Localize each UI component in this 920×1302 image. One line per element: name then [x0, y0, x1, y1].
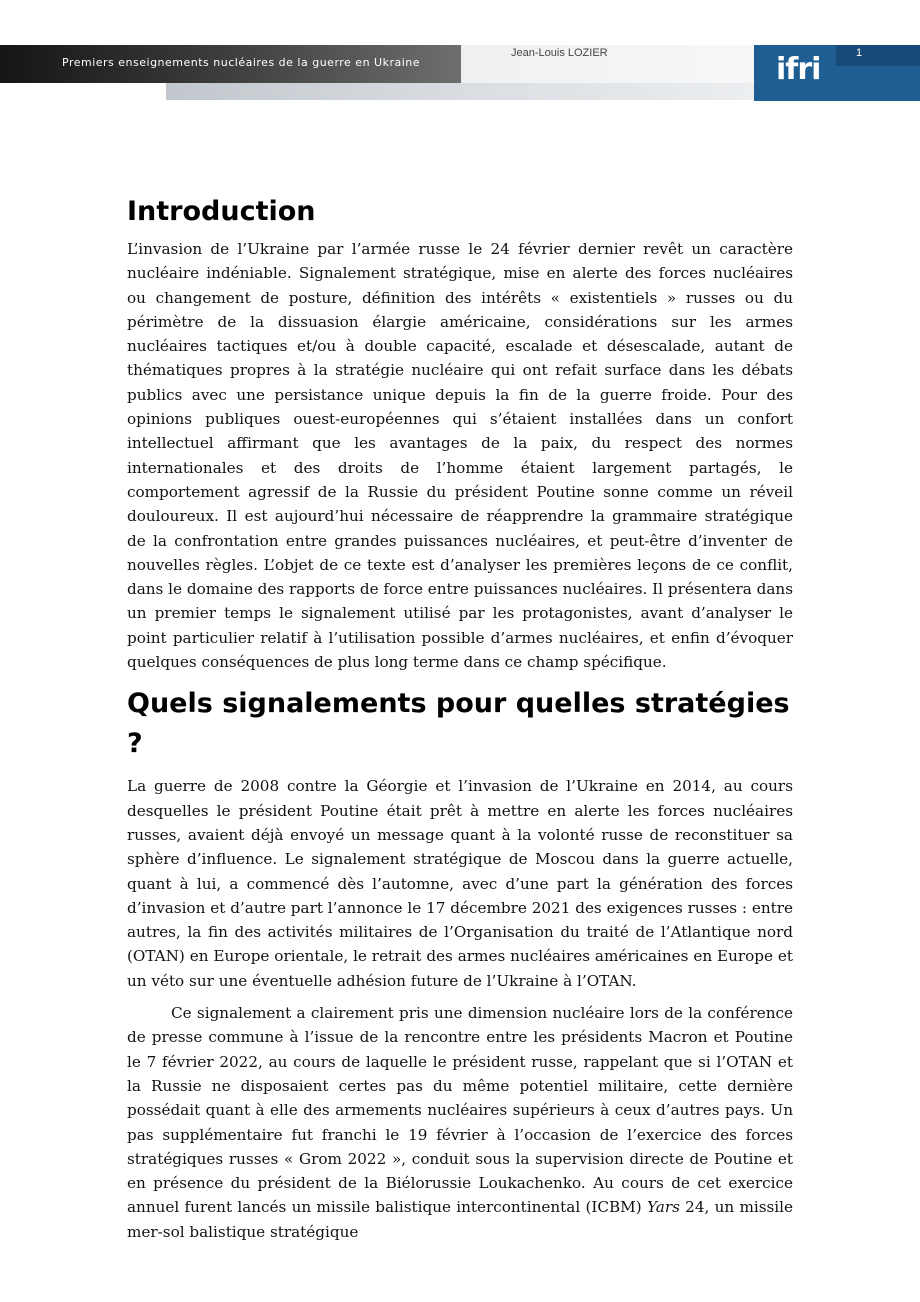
author-name: Jean-Louis LOZIER [511, 47, 608, 59]
paragraph-signalements-2 [127, 1001, 793, 1244]
ifri-logo: ifri [776, 52, 821, 87]
paragraph-text-after: 24, un missile mer-sol balistique stratégique [127, 1198, 793, 1241]
section-heading-introduction: Introduction [127, 196, 316, 227]
italic-term-yars: Yars [646, 1198, 680, 1217]
paragraph-signalements-1: La guerre de 2008 contre la Géorgie et l’invasion de l’Ukraine en 2014, au cours desquelles le président Poutine était prêt à mettre en alerte les forces nucléaires russes, avaient déjà envoyé un message quant à la volonté russe de reconstituer sa sphère d’influence. Le signalement stratégique de Moscou dans la guerre actuelle, quant à lui, a commencé dès l’automne, avec d’une part la génération des forces d’invasion et d’autre part l’annonce le 17 décembre 2021 des exigences russes : entre autres, la fin des activités militaires de l’Organisation du traité de l’Atlantique nord (OTAN) en Europe orientale, le retrait des armes nucléaires américaines en Europe et un véto sur une éventuelle adhésion future de l’Ukraine à l’OTAN. [127, 777, 793, 990]
paragraph-text-before: Ce signalement a clairement pris une dimension nucléaire lors de la conférence de presse commune à l’issue de la rencontre entre les présidents Macron et Poutine le 7 février 2022, au cours de laquelle le président russe, rappelant que si l’OTAN et la Russie ne disposaient certes pas du même potentiel militaire, cette dernière possédait quant à elle des armements nucléaires supérieurs à ceux d’autres pays. Un pas supplémentaire fut franchi le 19 février à l’occasion de l’exercice des forces stratégiques russes « Grom 2022 », conduit sous la supervision directe de Poutine et en présence du président de la Biélorussie Loukachenko. Au cours de cet exercice annuel furent lancés un missile balistique intercontinental (ICBM) [127, 1004, 793, 1217]
header-light-band [166, 83, 754, 100]
paragraph-introduction: L’invasion de l’Ukraine par l’armée russe le 24 février dernier revêt un caractère nucléaire indéniable. Signalement stratégique, mise en alerte des forces nucléaires ou changement de posture, définition des intérêts « existentiels » russes ou du périmètre de la dissuasion élargie américaine, considérations sur les armes nucléaires tactiques et/ou à double capacité, escalade et désescalade, autant de thématiques propres à la stratégie nucléaire qui ont refait surface dans les débats publics avec une persistance unique depuis la fin de la guerre froide. Pour des opinions publiques ouest-européennes qui s’étaient installées dans un confort intellectuel affirmant que les avantages de la paix, du respect des normes internationales et des droits de l’homme étaient largement partagés, le comportement agressif de la Russie du président Poutine sonne comme un réveil douloureux. Il est aujourd’hui nécessaire de réapprendre la grammaire stratégique de la confrontation entre grandes puissances nucléaires, et peut-être d’inventer de nouvelles règles. L’objet de ce texte est d’analyser les premières leçons de ce conflit, dans le domaine des rapports de force entre puissances nucléaires. Il présentera dans un premier temps le signalement utilisé par les protagonistes, avant d’analyser le point particulier relatif à l’utilisation possible d’armes nucléaires, et enfin d’évoquer quelques conséquences de plus long terme dans ce champ spécifique. [127, 240, 793, 672]
page-number-box [836, 45, 920, 66]
page-number: 1 [856, 47, 863, 59]
document-body [127, 192, 793, 1244]
running-title: Premiers enseignements nucléaires de la guerre en Ukraine [62, 56, 421, 69]
section-heading-signalements: Quels signalements pour quelles stratégies ? [127, 688, 790, 760]
